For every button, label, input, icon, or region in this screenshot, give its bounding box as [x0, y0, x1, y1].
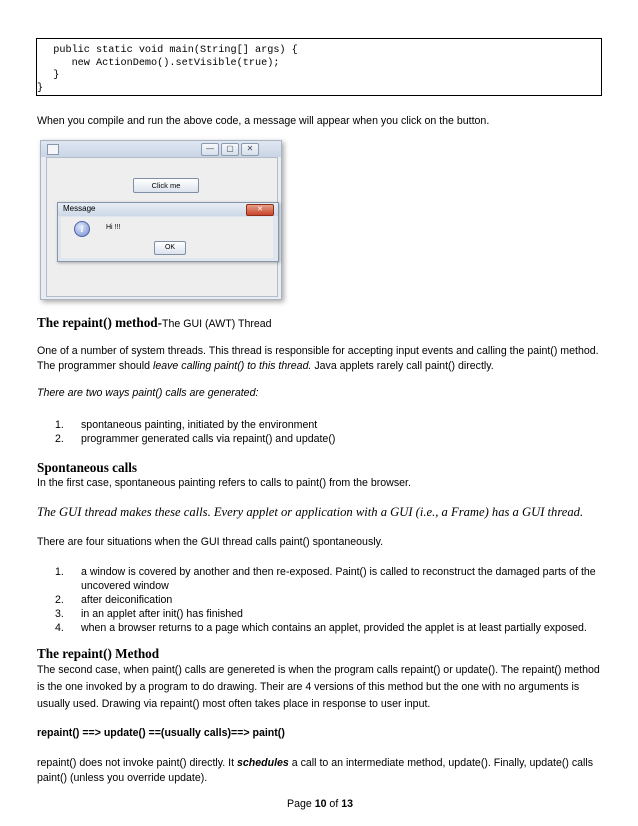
list-text: when a browser returns to a page which contains an applet, provided the applet is at least partially exposed. [81, 622, 587, 634]
intro-paragraph: When you compile and run the above code, a message will appear when you click on the button. [37, 115, 490, 127]
paragraph-line [37, 756, 593, 770]
four-situations-text: There are four situations when the GUI thread calls paint() spontaneously. [37, 536, 384, 548]
list-text: in an applet after init() has finished [81, 608, 243, 620]
paragraph-line [37, 359, 494, 373]
dialog-titlebar [58, 203, 278, 216]
list-text: uncovered window [81, 580, 169, 592]
page-total: 13 [341, 798, 354, 810]
screenshot-titlebar [41, 141, 281, 157]
dialog-body [61, 217, 273, 258]
list-text: a window is covered by another and then re-exposed. Paint() is called to reconstruct the damaged parts of the [81, 566, 596, 578]
page-footer [287, 797, 353, 811]
paragraph-line: One of a number of system threads. This thread is responsible for accepting input events and calling the paint() method. [37, 345, 599, 357]
list-number: 4. [55, 622, 64, 634]
emphasis-text: leave calling paint() to this thread. [153, 360, 312, 372]
footer-middle: of [326, 798, 342, 810]
text-run: The programmer should [37, 360, 153, 372]
info-icon: i [74, 221, 90, 237]
paragraph-line: usually used. Drawing via repaint() most often takes place in response to user input. [37, 698, 431, 710]
heading-title: The repaint() method [37, 315, 158, 330]
spontaneous-heading: Spontaneous calls [37, 460, 138, 475]
text-run: a call to an intermediate method, update(). Finally, update() calls [288, 757, 594, 769]
heading-separator: - [157, 315, 163, 330]
two-ways-statement: There are two ways paint() calls are generated: [37, 387, 259, 399]
minimize-icon: — [201, 143, 219, 156]
spontaneous-text: In the first case, spontaneous painting refers to calls to paint() from the browser. [37, 477, 411, 489]
footer-prefix: Page [287, 798, 315, 810]
app-icon [47, 144, 59, 155]
dialog-message: Hi !!! [106, 224, 121, 231]
list-number: 3. [55, 608, 64, 620]
code-block [36, 38, 602, 96]
repaint-method-heading: The repaint() Method [37, 646, 160, 661]
list-number: 1. [55, 566, 64, 578]
click-me-button: Click me [133, 178, 199, 193]
code-line: } [41, 70, 60, 81]
code-line: new ActionDemo().setVisible(true); [41, 57, 280, 69]
repaint-section-heading [37, 314, 272, 332]
heading-subtitle: The GUI (AWT) Thread [162, 318, 272, 330]
list-number: 1. [55, 419, 64, 431]
text-run: repaint() does not invoke paint() directly. It [37, 757, 237, 769]
list-text: programmer generated calls via repaint() and update() [81, 433, 336, 445]
gui-thread-quote: The GUI thread makes these calls. Every applet or application with a GUI (i.e., a Frame) has a GUI thread. [37, 505, 584, 519]
ok-button: OK [154, 241, 186, 255]
list-number: 2. [55, 594, 64, 606]
maximize-icon: ▢ [221, 143, 239, 156]
list-text: spontaneous painting, initiated by the environment [81, 419, 318, 431]
list-text: after deiconification [81, 594, 173, 606]
paragraph-line: paint() (unless you override update). [37, 772, 208, 784]
call-chain: repaint() ==> update() ==(usually calls)==> paint() [37, 727, 285, 739]
close-icon: ✕ [241, 143, 259, 156]
emphasis-text: schedules [237, 757, 289, 769]
app-screenshot [40, 140, 282, 300]
dialog-close-icon: ✕ [246, 204, 274, 216]
code-line: public static void main(String[] args) { [41, 45, 298, 56]
list-number: 2. [55, 433, 64, 445]
page-number: 10 [314, 798, 327, 810]
code-line: } [37, 82, 44, 94]
text-run: Java applets rarely call paint() directly. [311, 360, 494, 372]
dialog-title: Message [63, 204, 96, 213]
screenshot-content [46, 157, 278, 297]
paragraph-line: is the one invoked by a program to do drawing. Their are 4 versions of this method but the one with no arguments is [37, 681, 580, 693]
message-dialog [57, 202, 279, 262]
paragraph-line: The second case, when paint() calls are genereted is when the program calls repaint() or update(). The repaint() method [37, 664, 600, 676]
code-text [37, 45, 298, 95]
